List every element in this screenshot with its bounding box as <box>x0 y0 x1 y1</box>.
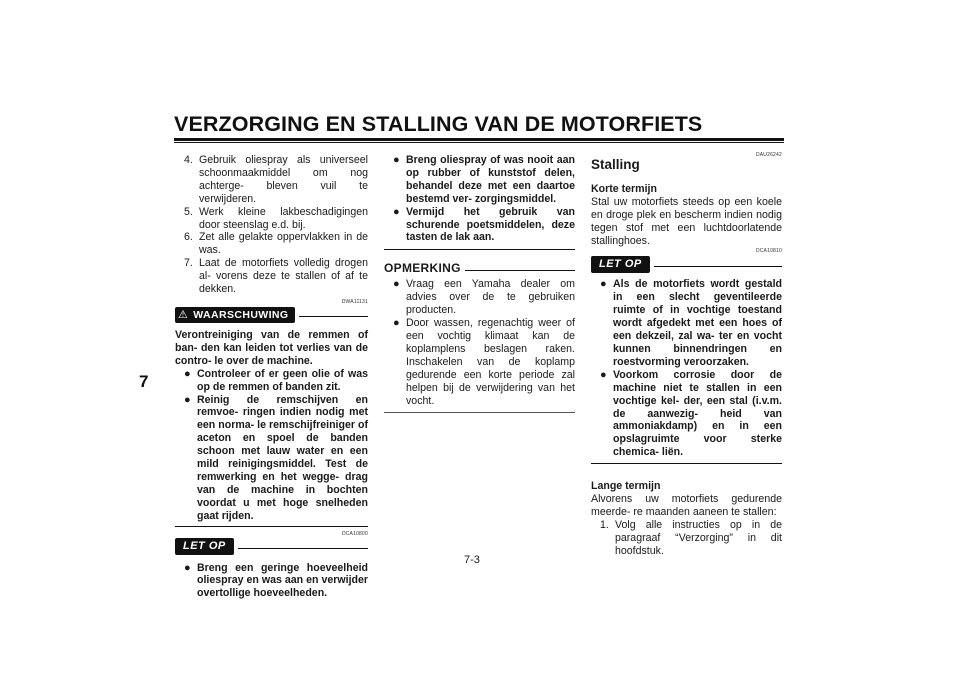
bullet-icon: ● <box>184 367 191 380</box>
page-title: VERZORGING EN STALLING VAN DE MOTORFIETS <box>174 112 703 136</box>
bullet-icon: ● <box>393 205 400 218</box>
caution-bullet <box>384 206 575 245</box>
caution-end-rule <box>591 463 782 464</box>
warning-bullet-text: Reinig de remschijven en remvoe- ringen indien nodig met een norma- le remschijfreiniger of aceton en spoel de banden schoon met lauw water en een mild reinigingsmiddel. Test de remwerking en het wegge- drag van de machine in bochten voordat u met hoge snelheden gaat rijden. <box>197 393 368 522</box>
bullet-icon: ● <box>393 278 400 291</box>
warning-intro: Verontreiniging van de remmen of ban- den kan leiden tot verlies van de contro- le over de machine. <box>175 328 368 367</box>
long-term-text: Alvorens uw motorfiets gedurende meerde- re maanden aaneen te stallen: <box>591 493 782 518</box>
caution-bullet <box>175 562 368 601</box>
step-text: Zet alle gelakte oppervlakken in de was. <box>199 231 368 257</box>
note-bullet-text: Vraag een Yamaha dealer om advies over de te gebruiken producten. <box>406 278 575 317</box>
note-header-rule <box>465 270 575 271</box>
bullet-icon: ● <box>393 154 400 166</box>
step-item <box>175 231 368 257</box>
step-text: Laat de motorfiets volledig drogen al- vorens deze te stallen of af te dekken. <box>199 257 368 296</box>
warning-header <box>175 305 368 325</box>
step-number: 6. <box>184 231 193 244</box>
warning-bullet <box>175 368 368 394</box>
caution-bullet <box>591 369 782 459</box>
caution-bullet <box>591 278 782 368</box>
column-3 <box>591 152 782 558</box>
caution-badge: LET OP <box>175 538 234 555</box>
caution-end-rule <box>384 249 575 250</box>
warning-code: DWA11131 <box>341 298 368 305</box>
step-item <box>175 206 368 232</box>
caution-bullet <box>384 154 575 206</box>
warning-header-rule <box>299 316 368 317</box>
short-term-heading: Korte termijn <box>591 182 657 195</box>
note-end-rule <box>384 412 575 413</box>
caution-bullet-text: Vermijd het gebruik van schurende poetsmiddelen, deze tasten de lak aan. <box>406 205 575 244</box>
caution-header-rule <box>238 548 368 549</box>
caution-bullet-text: Als de motorfiets wordt gestald in een slecht geventileerde ruimte of in vochtige toestand wordt afgedekt met een hoes of een dekzeil, zal wa- ter en vocht kunnen binnendringen en roestvorming veroorzaken. <box>613 278 782 368</box>
section-title: Stalling <box>591 157 640 172</box>
bullet-icon: ● <box>600 368 607 381</box>
step-number: 4. <box>184 154 193 166</box>
step-number: 1. <box>600 518 609 531</box>
caution-header <box>175 537 368 557</box>
bullet-icon: ● <box>393 317 400 330</box>
long-term-heading: Lange termijn <box>591 480 661 493</box>
caution-header <box>591 254 782 274</box>
bullet-icon: ● <box>184 561 191 574</box>
title-rule-thin <box>174 142 784 143</box>
step-text: Volg alle instructies op in de paragraaf “Verzorging” in dit hoofdstuk. <box>615 518 782 557</box>
chapter-tab: 7 <box>139 372 149 391</box>
note-label: OPMERKING <box>384 260 461 275</box>
step-number: 7. <box>184 257 193 270</box>
caution-code: DCA10800 <box>341 530 368 537</box>
caution-header-rule <box>654 266 782 267</box>
bullet-icon: ● <box>184 393 191 406</box>
warning-end-rule <box>175 526 368 527</box>
column-1 <box>175 154 368 600</box>
warning-badge <box>175 307 295 324</box>
step-text: Gebruik oliespray als universeel schoonmaakmiddel om nog achterge- bleven vuil te verwijderen. <box>199 154 368 205</box>
caution-badge: LET OP <box>591 256 650 273</box>
step-item <box>175 257 368 296</box>
step-number: 5. <box>184 205 193 218</box>
caution-bullet-text: Breng een geringe hoeveelheid oliespray en was aan en verwijder overtollige hoeveelheden. <box>197 561 368 600</box>
title-rule <box>174 138 784 141</box>
caution-code: DCA10810 <box>755 248 782 255</box>
step-text: Werk kleine lakbeschadigingen door steenslag e.d. bij. <box>199 205 368 231</box>
step-item <box>591 519 782 558</box>
page-number: 7-3 <box>464 554 480 566</box>
short-term-text: Stal uw motorfiets steeds op een koele en droge plek en bescherm indien nodig tegen stof met een luchtdoorlatende stallinghoes. <box>591 195 782 247</box>
note-bullet <box>384 278 575 317</box>
column-2 <box>384 154 575 413</box>
bullet-icon: ● <box>600 278 607 291</box>
note-bullet <box>384 317 575 407</box>
warning-bullet <box>175 394 368 523</box>
caution-bullet-text: Breng oliespray of was nooit aan op rubber of kunststof delen, behandel deze met een daartoe bestemd ver- zorgingsmiddel. <box>406 154 575 205</box>
caution-bullet-text: Voorkom corrosie door de machine niet te stallen in een vochtige kel- der, een stal (i.v.m. de aanwezig- heid van ammoniakdamp) en in een opslagruimte voor sterke chemica- liën. <box>613 368 782 459</box>
section-code: DAU26242 <box>755 152 782 158</box>
warning-bullet-text: Controleer of er geen olie of was op de remmen of banden zit. <box>197 367 368 393</box>
warning-label: WAARSCHUWING <box>193 308 289 321</box>
note-bullet-text: Door wassen, regenachtig weer of een vochtig klimaat kan de koplamplens beslagen raken. Inschakelen van de koplamp gedurende een korte periode zal helpen bij de verwijdering van het vocht. <box>406 317 575 407</box>
step-item <box>175 154 368 206</box>
warning-triangle-icon: ⚠ <box>178 308 189 321</box>
note-header <box>384 258 575 278</box>
